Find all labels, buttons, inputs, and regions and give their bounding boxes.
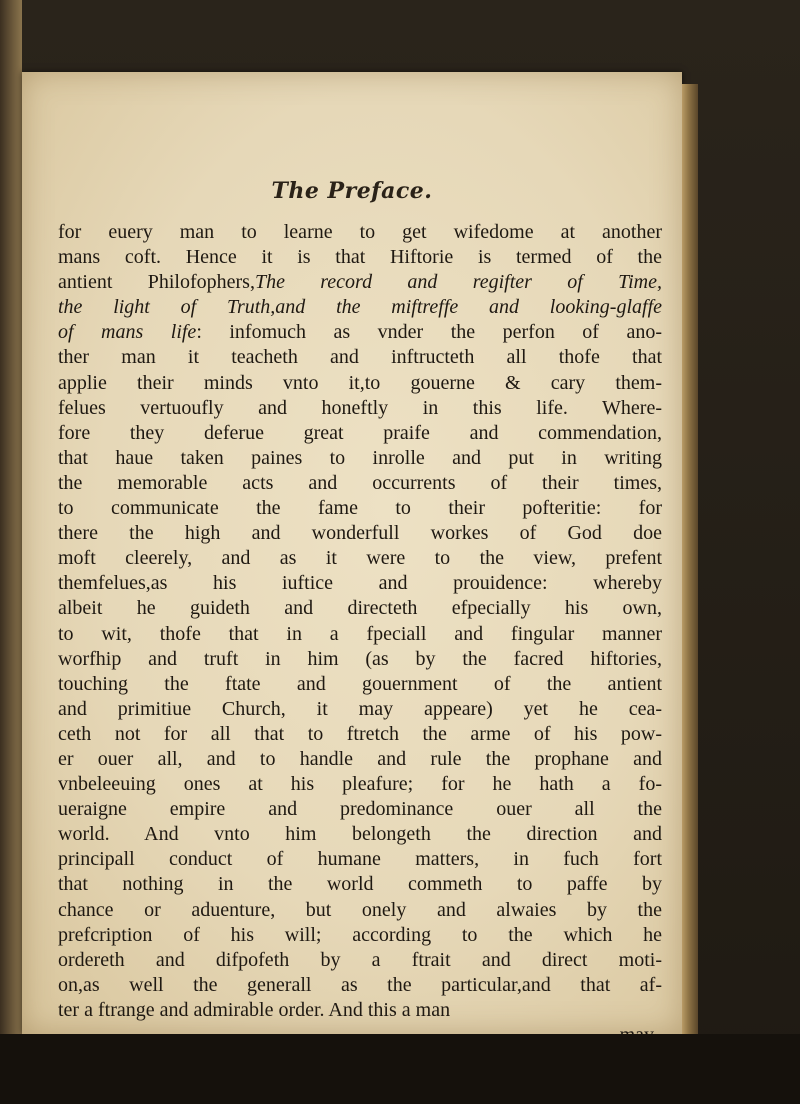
text-line <box>58 596 662 621</box>
text-segment: vnbeleeuing ones at his pleafure; for he hath a fo- <box>58 773 662 796</box>
running-title: The Preface. <box>271 178 433 204</box>
text-segment: applie their minds vnto it,to gouerne & cary them- <box>58 371 662 394</box>
text-segment: to communicate the fame to their pofteritie: for <box>58 497 662 520</box>
text-line <box>58 647 662 672</box>
text-segment: antient Philofophers, <box>58 271 255 294</box>
text-segment: ter a ftrange and admirable order. And this a man <box>58 998 451 1021</box>
text-segment: themfelues,as his iuftice and prouidence: whereby <box>58 572 662 595</box>
text-line <box>58 371 662 396</box>
text-line <box>58 471 662 496</box>
book-bottom-edge <box>0 1034 800 1104</box>
text-segment: ceth not for all that to ftretch the arme of his pow- <box>58 722 662 745</box>
text-line <box>58 245 662 270</box>
text-line <box>58 496 662 521</box>
text-segment: that nothing in the world commeth to paffe by <box>58 873 662 896</box>
text-segment: world. And vnto him belongeth the direction and <box>58 823 662 846</box>
italic-text-segment: the light of Truth,and the miftreffe and looking-glaffe <box>58 296 662 319</box>
text-segment: touching the ftate and gouernment of the antient <box>58 672 662 695</box>
italic-text-segment: of mans life <box>58 321 197 344</box>
text-line <box>58 872 662 897</box>
text-segment: fore they deferue great praife and commendation, <box>58 421 662 444</box>
text-line <box>58 421 662 446</box>
text-line <box>58 521 662 546</box>
text-line <box>58 847 662 872</box>
text-segment: there the high and wonderfull workes of God doe <box>58 522 662 545</box>
text-line <box>58 772 662 797</box>
text-segment: er ouer all, and to handle and rule the prophane and <box>58 747 662 770</box>
text-segment: felues vertuoufly and honeftly in this life. Where- <box>58 396 662 419</box>
book-page <box>22 72 682 1034</box>
text-line <box>58 295 662 320</box>
text-segment: and primitiue Church, it may appeare) yet he cea- <box>58 697 662 720</box>
text-line <box>58 446 662 471</box>
text-segment: ueraigne empire and predominance ouer all the <box>58 798 662 821</box>
text-segment: on,as well the generall as the particular,and that af- <box>58 973 662 996</box>
text-segment: the memorable acts and occurrents of their times, <box>58 471 662 494</box>
text-segment: worfhip and truft in him (as by the facred hiftories, <box>58 647 662 670</box>
text-segment: moft cleerely, and as it were to the view, prefent <box>58 547 662 570</box>
text-line <box>58 546 662 571</box>
text-line <box>58 722 662 747</box>
text-segment: ordereth and difpofeth by a ftrait and direct moti- <box>58 948 662 971</box>
text-line <box>58 622 662 647</box>
text-segment: albeit he guideth and directeth efpecially his own, <box>58 597 662 620</box>
italic-text-segment: The record and regifter of Time, <box>254 271 663 294</box>
text-segment: : infomuch as vnder the perfon of ano- <box>196 321 662 344</box>
text-line <box>58 998 662 1023</box>
text-line <box>58 396 662 421</box>
text-segment: that haue taken paines to inrolle and put in writing <box>58 446 662 469</box>
text-segment: to wit, thofe that in a fpeciall and fingular manner <box>58 622 662 645</box>
text-line <box>58 220 662 245</box>
page-edges-right <box>682 84 698 1034</box>
text-segment: for euery man to learne to get wifedome at another <box>58 221 662 243</box>
text-line <box>58 320 662 345</box>
text-line <box>58 822 662 847</box>
text-line <box>58 672 662 697</box>
text-line <box>58 923 662 948</box>
body-text <box>58 220 662 1048</box>
text-line <box>58 973 662 998</box>
text-line <box>58 571 662 596</box>
book-spine-edge <box>0 0 22 1104</box>
text-segment: prefcription of his will; according to the which he <box>58 923 662 946</box>
text-line <box>58 747 662 772</box>
text-line <box>58 948 662 973</box>
text-segment: chance or aduenture, but onely and alwaies by the <box>58 898 662 921</box>
text-line <box>58 345 662 370</box>
text-line <box>58 797 662 822</box>
text-line <box>58 898 662 923</box>
text-line <box>58 270 662 295</box>
text-segment: mans coft. Hence it is that Hiftorie is termed of the <box>58 246 662 269</box>
text-segment: ther man it teacheth and inftructeth all thofe that <box>58 346 662 369</box>
text-segment: principall conduct of humane matters, in fuch fort <box>58 848 662 871</box>
text-line <box>58 697 662 722</box>
